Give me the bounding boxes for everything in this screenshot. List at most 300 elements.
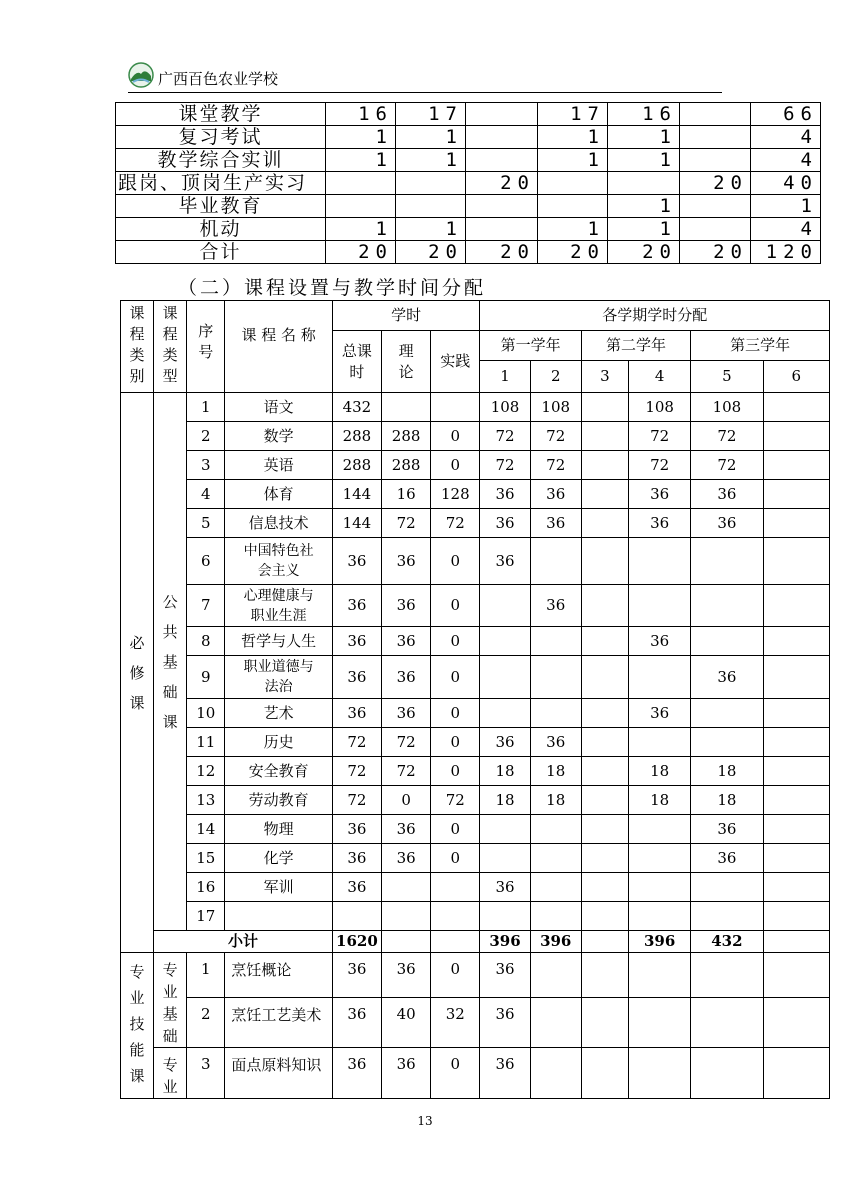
table-row: [121, 757, 830, 786]
course-seq: 2: [187, 422, 225, 451]
course-name: [225, 1048, 332, 1099]
course-theory: 72: [382, 757, 431, 786]
summary-cell: [466, 218, 538, 241]
course-name: [225, 393, 332, 422]
course-name: [225, 509, 332, 538]
term-hours: [691, 585, 763, 627]
course-practice: 0: [431, 844, 480, 873]
course-practice: 128: [431, 480, 480, 509]
term-hours: [629, 656, 691, 699]
course-practice: 72: [431, 509, 480, 538]
summary-cell: 120: [751, 241, 821, 264]
summary-cell: 16: [608, 103, 680, 126]
term-hours: 36: [480, 509, 530, 538]
term-hours: [530, 873, 581, 902]
term-hours: 36: [480, 728, 530, 757]
term-hours: 72: [691, 451, 763, 480]
course-practice: 0: [431, 422, 480, 451]
summary-cell: [326, 195, 396, 218]
term-hours: 108: [629, 393, 691, 422]
term-hours: [581, 509, 628, 538]
course-practice: 0: [431, 656, 480, 699]
summary-row-label: 课堂教学: [116, 103, 326, 126]
course-practice: 0: [431, 728, 480, 757]
subtotal-theory: [382, 931, 431, 953]
term-hours: 36: [691, 509, 763, 538]
term-hours: 36: [480, 873, 530, 902]
course-name: [225, 627, 332, 656]
table-row: [121, 656, 830, 699]
table-row: [121, 451, 830, 480]
summary-cell: 1: [396, 126, 466, 149]
course-theory: 72: [382, 509, 431, 538]
term-hours: 36: [530, 509, 581, 538]
table-row: [121, 509, 830, 538]
summary-cell: 17: [396, 103, 466, 126]
summary-cell: 20: [466, 241, 538, 264]
course-seq: 3: [187, 451, 225, 480]
course-name: [225, 728, 332, 757]
summary-row: [116, 172, 821, 195]
course-name-text: 心理健康与职业生涯: [243, 587, 314, 624]
term-hours: [691, 873, 763, 902]
term-hours: [530, 656, 581, 699]
header-name-text: 课 程 名 称: [241, 326, 316, 344]
table-row: [121, 728, 830, 757]
term-hours: [691, 728, 763, 757]
course-name-text: 职业道德与法治: [243, 659, 314, 695]
header-category-text: 课程类别: [129, 303, 145, 385]
term-hours: 18: [629, 786, 691, 815]
term-hours: 18: [530, 786, 581, 815]
subtotal-term: [581, 931, 628, 953]
term-hours: [530, 627, 581, 656]
course-name: [225, 699, 332, 728]
table-row: [121, 902, 830, 931]
header-term: 2: [530, 361, 581, 393]
course-seq: 8: [187, 627, 225, 656]
course-seq: 16: [187, 873, 225, 902]
course-seq: 15: [187, 844, 225, 873]
table-row: [121, 480, 830, 509]
course-theory: 288: [382, 451, 431, 480]
summary-cell: [608, 172, 680, 195]
term-hours: [629, 844, 691, 873]
course-name-text: 劳动教育: [248, 790, 309, 809]
course-theory: 36: [382, 844, 431, 873]
header-name: [225, 301, 332, 393]
summary-row: [116, 218, 821, 241]
course-practice: 0: [431, 953, 480, 998]
subtotal-term: 432: [691, 931, 763, 953]
summary-cell: [466, 126, 538, 149]
summary-row: [116, 149, 821, 172]
course-name-text: 物理: [263, 819, 294, 838]
summary-cell: [538, 195, 608, 218]
course-name: [225, 480, 332, 509]
term-hours: [763, 585, 829, 627]
term-hours: [629, 1048, 691, 1099]
course-theory: 36: [382, 585, 431, 627]
course-practice: 0: [431, 699, 480, 728]
term-hours: [763, 757, 829, 786]
course-name: [225, 844, 332, 873]
course-name-text: 语文: [263, 397, 294, 416]
summary-row-label: 机动: [116, 218, 326, 241]
public-type-cell: [154, 393, 187, 931]
subtotal-term: [763, 931, 829, 953]
course-theory: [382, 902, 431, 931]
header-seq-text: 序号: [198, 322, 214, 361]
term-hours: [530, 998, 581, 1048]
course-seq: 3: [187, 1048, 225, 1099]
course-total: 36: [332, 844, 381, 873]
course-total: 288: [332, 451, 381, 480]
term-hours: 36: [480, 538, 530, 585]
course-practice: 32: [431, 998, 480, 1048]
header-term: 5: [691, 361, 763, 393]
term-hours: [581, 699, 628, 728]
course-theory: 36: [382, 815, 431, 844]
subtotal-term: 396: [629, 931, 691, 953]
course-total: 72: [332, 728, 381, 757]
table-row: [121, 844, 830, 873]
summary-cell: [680, 103, 751, 126]
summary-cell: [466, 149, 538, 172]
course-name-text: 体育: [263, 484, 294, 503]
summary-row-label: 教学综合实训: [116, 149, 326, 172]
summary-cell: 20: [466, 172, 538, 195]
course-total: 144: [332, 509, 381, 538]
term-hours: [763, 728, 829, 757]
header-year2: 第二学年: [581, 331, 690, 361]
term-hours: 72: [480, 422, 530, 451]
summary-row-label: 合计: [116, 241, 326, 264]
term-hours: [530, 953, 581, 998]
term-hours: [581, 757, 628, 786]
term-hours: 36: [480, 480, 530, 509]
course-theory: 40: [382, 998, 431, 1048]
course-practice: 0: [431, 627, 480, 656]
summary-cell: 1: [608, 195, 680, 218]
term-hours: [763, 815, 829, 844]
summary-cell: 1: [326, 149, 396, 172]
course-name-text: 化学: [263, 848, 294, 867]
course-name: [225, 815, 332, 844]
summary-row-label: 毕业教育: [116, 195, 326, 218]
summary-cell: 1: [538, 218, 608, 241]
term-hours: [530, 1048, 581, 1099]
skill-basic-type-cell: [154, 953, 187, 1048]
header-seq: [187, 301, 225, 393]
course-theory: 36: [382, 953, 431, 998]
course-total: 288: [332, 422, 381, 451]
summary-row-label: 跟岗、顶岗生产实习: [116, 172, 326, 195]
summary-cell: 1: [396, 149, 466, 172]
course-name-text: 烹饪概论: [231, 961, 292, 979]
summary-cell: [396, 172, 466, 195]
skill-major-type-cell: [154, 1048, 187, 1099]
course-name: [225, 538, 332, 585]
course-table: [120, 300, 830, 1099]
term-hours: [581, 998, 628, 1048]
table-row: [121, 815, 830, 844]
summary-cell: 20: [608, 241, 680, 264]
table-row: [121, 627, 830, 656]
term-hours: [763, 627, 829, 656]
course-seq: 5: [187, 509, 225, 538]
term-hours: 36: [480, 953, 530, 998]
term-hours: [480, 627, 530, 656]
course-seq: 14: [187, 815, 225, 844]
course-name-text: 军训: [263, 877, 294, 896]
course-practice: 0: [431, 585, 480, 627]
summary-cell: 1: [326, 126, 396, 149]
course-total: 432: [332, 393, 381, 422]
skill-category-cell: [121, 953, 154, 1099]
term-hours: [581, 585, 628, 627]
header-distribution: 各学期学时分配: [480, 301, 830, 331]
table-row: [121, 699, 830, 728]
summary-cell: 1: [608, 149, 680, 172]
summary-cell: [680, 195, 751, 218]
summary-cell: [396, 195, 466, 218]
skill-basic-type-label: 专业基础: [162, 961, 178, 1045]
header-practice: 实践: [431, 331, 480, 393]
course-practice: [431, 902, 480, 931]
term-hours: [581, 656, 628, 699]
term-hours: 36: [691, 480, 763, 509]
subtotal-term: 396: [530, 931, 581, 953]
subtotal-row: [121, 931, 830, 953]
header-term: 3: [581, 361, 628, 393]
term-hours: [763, 699, 829, 728]
course-practice: 72: [431, 786, 480, 815]
summary-cell: 4: [751, 149, 821, 172]
term-hours: [629, 873, 691, 902]
course-name: [225, 585, 332, 627]
term-hours: [629, 902, 691, 931]
summary-cell: 20: [680, 241, 751, 264]
summary-cell: 20: [396, 241, 466, 264]
subtotal-total: 1620: [332, 931, 381, 953]
summary-cell: 1: [538, 126, 608, 149]
course-seq: 11: [187, 728, 225, 757]
term-hours: [581, 844, 628, 873]
term-hours: 72: [480, 451, 530, 480]
term-hours: 108: [530, 393, 581, 422]
course-total: 36: [332, 538, 381, 585]
term-hours: [763, 451, 829, 480]
term-hours: 18: [480, 786, 530, 815]
course-theory: 72: [382, 728, 431, 757]
page-header: [128, 62, 722, 93]
course-name-text: 面点原料知识: [231, 1056, 322, 1074]
term-hours: [581, 786, 628, 815]
summary-cell: 1: [608, 126, 680, 149]
summary-cell: [466, 103, 538, 126]
course-total: 144: [332, 480, 381, 509]
term-hours: [480, 699, 530, 728]
course-name: [225, 998, 332, 1048]
term-hours: [763, 902, 829, 931]
table-row: [121, 953, 830, 998]
summary-cell: 1: [326, 218, 396, 241]
term-hours: [763, 538, 829, 585]
term-hours: [480, 656, 530, 699]
course-total: 36: [332, 953, 381, 998]
header-term: 1: [480, 361, 530, 393]
header-theory-text: 理论: [398, 341, 414, 381]
term-hours: [480, 585, 530, 627]
course-theory: [382, 873, 431, 902]
summary-cell: [466, 195, 538, 218]
term-hours: 36: [629, 627, 691, 656]
term-hours: [629, 815, 691, 844]
table-row: [121, 422, 830, 451]
term-hours: 108: [691, 393, 763, 422]
term-hours: [763, 873, 829, 902]
course-seq: 10: [187, 699, 225, 728]
term-hours: 18: [480, 757, 530, 786]
term-hours: [629, 953, 691, 998]
header-term: 4: [629, 361, 691, 393]
skill-major-type-label: 专业: [162, 1056, 178, 1096]
term-hours: 18: [691, 757, 763, 786]
course-seq: 2: [187, 998, 225, 1048]
term-hours: [480, 815, 530, 844]
term-hours: [530, 538, 581, 585]
term-hours: [530, 902, 581, 931]
table-row: [121, 998, 830, 1048]
course-practice: [431, 873, 480, 902]
term-hours: [581, 480, 628, 509]
course-theory: 36: [382, 1048, 431, 1099]
course-practice: [431, 393, 480, 422]
term-hours: [691, 1048, 763, 1099]
term-hours: [763, 480, 829, 509]
skill-category-label: 专业技能课: [129, 963, 145, 1085]
course-seq: 17: [187, 902, 225, 931]
term-hours: [691, 627, 763, 656]
table-row: [121, 786, 830, 815]
course-theory: 16: [382, 480, 431, 509]
term-hours: [691, 902, 763, 931]
course-practice: 0: [431, 538, 480, 585]
course-practice: 0: [431, 757, 480, 786]
subtotal-term: 396: [480, 931, 530, 953]
summary-row: [116, 103, 821, 126]
term-hours: [763, 786, 829, 815]
term-hours: [480, 902, 530, 931]
course-total: 36: [332, 815, 381, 844]
term-hours: 18: [530, 757, 581, 786]
term-hours: 108: [480, 393, 530, 422]
course-name-text: 烹饪工艺美术: [231, 1006, 322, 1025]
term-hours: [581, 538, 628, 585]
term-hours: 72: [629, 422, 691, 451]
summary-cell: 17: [538, 103, 608, 126]
course-total: 36: [332, 699, 381, 728]
summary-cell: 1: [751, 195, 821, 218]
course-name-text: 艺术: [263, 703, 294, 722]
term-hours: [581, 873, 628, 902]
course-total: 36: [332, 627, 381, 656]
course-total: 36: [332, 1048, 381, 1099]
summary-cell: 1: [396, 218, 466, 241]
term-hours: 36: [480, 1048, 530, 1099]
table-row: [121, 873, 830, 902]
section-title: （二）课程设置与教学时间分配: [178, 277, 487, 299]
term-hours: 36: [691, 844, 763, 873]
course-seq: 7: [187, 585, 225, 627]
term-hours: [629, 538, 691, 585]
term-hours: [581, 422, 628, 451]
required-category-label: 必修课: [129, 633, 145, 712]
subtotal-label: 小计: [154, 931, 333, 953]
course-theory: 0: [382, 786, 431, 815]
course-name: [225, 451, 332, 480]
course-seq: 6: [187, 538, 225, 585]
term-hours: [691, 953, 763, 998]
subtotal-practice: [431, 931, 480, 953]
term-hours: [581, 953, 628, 998]
header-total: [332, 331, 381, 393]
summary-cell: 20: [680, 172, 751, 195]
course-name-text: 英语: [263, 455, 294, 474]
course-practice: 0: [431, 451, 480, 480]
term-hours: 36: [530, 480, 581, 509]
term-hours: 72: [691, 422, 763, 451]
summary-cell: 4: [751, 126, 821, 149]
term-hours: [763, 656, 829, 699]
summary-cell: [538, 172, 608, 195]
header-year3: 第三学年: [691, 331, 830, 361]
course-name-text: 信息技术: [248, 513, 309, 532]
term-hours: [691, 538, 763, 585]
course-name-text: 哲学与人生: [241, 631, 317, 650]
course-theory: 36: [382, 538, 431, 585]
term-hours: [763, 509, 829, 538]
school-logo-icon: [128, 62, 154, 88]
term-hours: 36: [629, 480, 691, 509]
summary-cell: 1: [538, 149, 608, 172]
summary-table: [115, 102, 821, 264]
header-term: 6: [763, 361, 829, 393]
term-hours: [581, 627, 628, 656]
table-row: [121, 538, 830, 585]
course-theory: 288: [382, 422, 431, 451]
course-theory: 36: [382, 699, 431, 728]
term-hours: [581, 1048, 628, 1099]
header-type: [154, 301, 187, 393]
course-total: 36: [332, 873, 381, 902]
summary-row-label: 复习考试: [116, 126, 326, 149]
course-name: [225, 873, 332, 902]
summary-cell: [680, 149, 751, 172]
course-name-text: 数学: [263, 426, 294, 445]
term-hours: 36: [530, 728, 581, 757]
course-name-text: 安全教育: [248, 761, 309, 780]
term-hours: [581, 393, 628, 422]
term-hours: [581, 728, 628, 757]
header-theory: [382, 331, 431, 393]
term-hours: [763, 422, 829, 451]
course-total: [332, 902, 381, 931]
summary-cell: 20: [538, 241, 608, 264]
term-hours: [581, 815, 628, 844]
course-seq: 13: [187, 786, 225, 815]
